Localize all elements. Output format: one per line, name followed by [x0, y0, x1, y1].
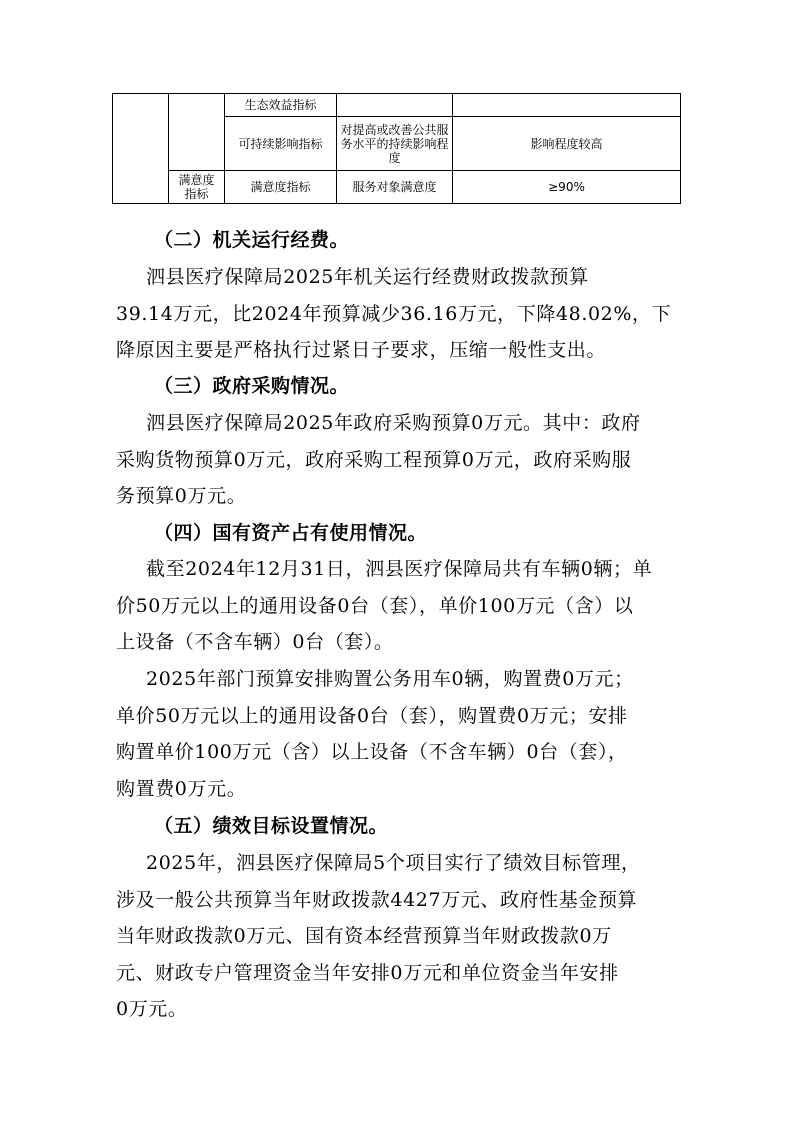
table-cell-empty	[113, 94, 169, 204]
table-cell: 生态效益指标	[225, 94, 337, 117]
table-row	[113, 94, 681, 117]
text-line: 单价50万元以上的通用设备0台（套），购置费0万元；安排	[116, 704, 628, 727]
text-line: 泗县医疗保障局2025年政府采购预算0万元。其中：政府	[146, 412, 641, 434]
text-line: 降原因主要是严格执行过紧日子要求，压缩一般性支出。	[116, 339, 607, 362]
text-line: 39.14万元，比2024年预算减少36.16万元，下降48.02%，下	[116, 302, 672, 325]
text-line: 泗县医疗保障局2025年机关运行经费财政拨款预算	[146, 266, 589, 288]
table-cell: 对提高或改善公共服务水平的持续影响程度	[337, 117, 453, 171]
text-line: 元、财政专户管理资金当年安排0万元和单位资金当年安排	[116, 961, 619, 984]
table-cell-empty	[169, 94, 225, 171]
text-line: 0万元。	[116, 998, 188, 1021]
text-line: 2025年，泗县医疗保障局5个项目实行了绩效目标管理，	[146, 852, 641, 874]
table-cell	[453, 94, 681, 117]
paragraph-state-assets-2	[116, 661, 682, 807]
table-cell: 可持续影响指标	[225, 117, 337, 171]
section-heading-procurement: （三）政府采购情况。	[154, 375, 350, 397]
table-cell: ≥90%	[453, 171, 681, 204]
text-line: 务预算0万元。	[116, 485, 247, 508]
text-line: 涉及一般公共预算当年财政拨款4427万元、政府性基金预算	[116, 888, 638, 911]
text-line: 价50万元以上的通用设备0台（套），单价100万元（含）以	[116, 594, 634, 617]
table-cell: 满意度指标	[225, 171, 337, 204]
paragraph-operating-expenses	[116, 259, 682, 369]
section-heading-performance-targets: （五）绩效目标设置情况。	[154, 815, 389, 837]
text-line: 上设备（不含车辆）0台（套）。	[116, 631, 394, 654]
table-cell	[337, 94, 453, 117]
paragraph-procurement	[116, 405, 682, 515]
text-line: 2025年部门预算安排购置公务用车0辆，购置费0万元；	[146, 668, 634, 690]
paragraph-performance-targets	[116, 845, 682, 1028]
table-cell: 影响程度较高	[453, 117, 681, 171]
section-heading-operating-expenses: （二）机关运行经费。	[154, 229, 350, 251]
performance-indicator-table	[112, 93, 681, 204]
table-cell: 满意度指标	[169, 171, 225, 204]
paragraph-state-assets-1	[116, 551, 682, 661]
text-line: 采购货物预算0万元，政府采购工程预算0万元，政府采购服	[116, 448, 632, 471]
section-heading-state-assets: （四）国有资产占有使用情况。	[154, 522, 428, 544]
text-line: 截至2024年12月31日，泗县医疗保障局共有车辆0辆；单	[146, 558, 653, 580]
text-line: 购置费0万元。	[116, 777, 247, 800]
table-cell: 服务对象满意度	[337, 171, 453, 204]
table-row	[113, 171, 681, 204]
text-line: 购置单价100万元（含）以上设备（不含车辆）0台（套），	[116, 741, 628, 764]
text-line: 当年财政拨款0万元、国有资本经营预算当年财政拨款0万	[116, 925, 612, 948]
